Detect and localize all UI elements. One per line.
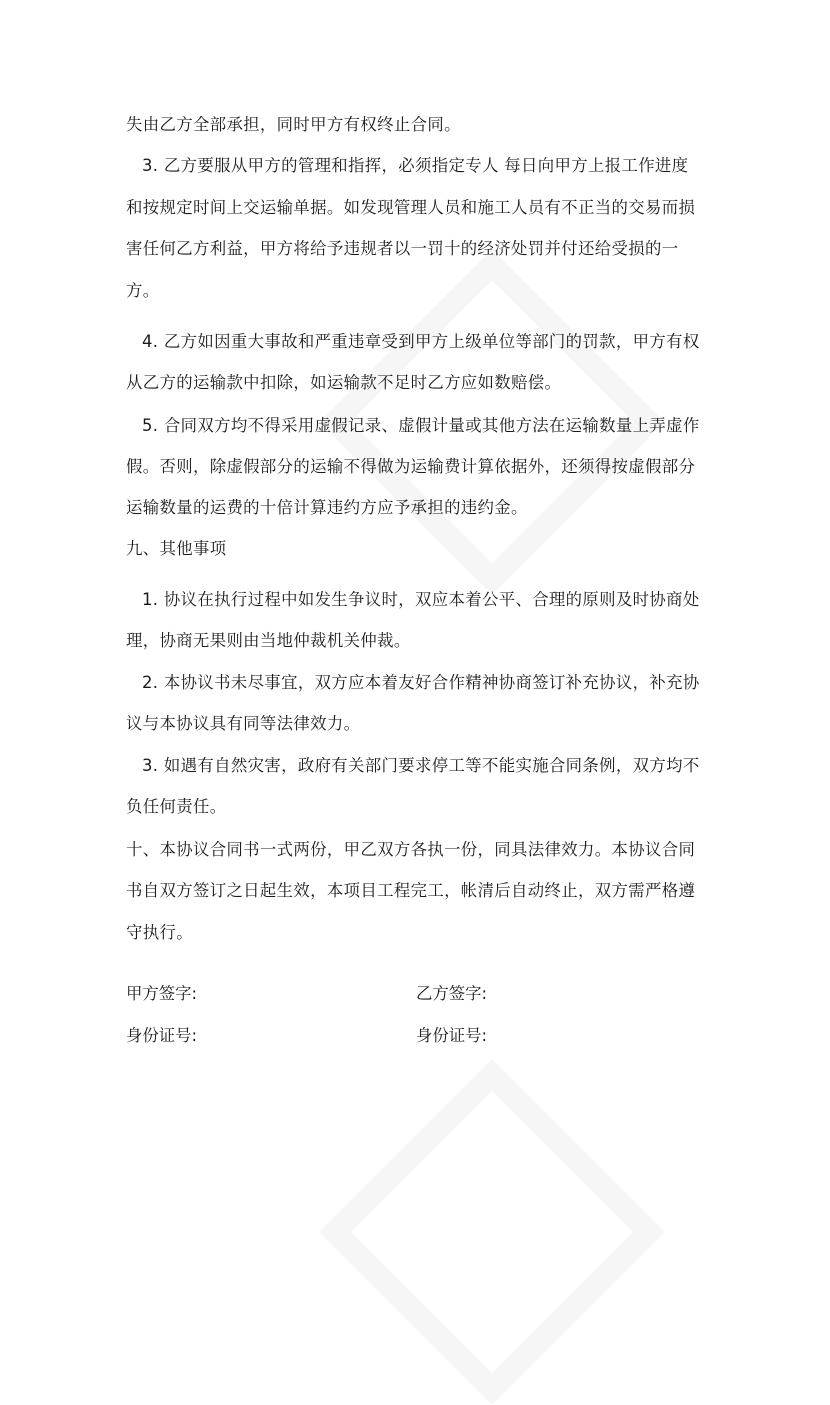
- text-line: 九、其他事项: [126, 539, 227, 558]
- text-line: 负任何责任。: [126, 797, 227, 816]
- text-line: 书自双方签订之日起生效，本项目工程完工，帐清后自动终止，双方需严格遵: [126, 881, 696, 900]
- party-a-signature-label: 甲方签字:: [126, 984, 198, 1003]
- text-line: 害任何乙方利益，甲方将给予违规者以一罚十的经济处罚并付还给受损的一: [126, 239, 679, 258]
- text-line: 十、本协议合同书一式两份，甲乙双方各执一份，同具法律效力。本协议合同: [126, 840, 696, 859]
- text-line: 运输数量的运费的十倍计算违约方应予承担的违约金。: [126, 498, 528, 517]
- text-line: 和按规定时间上交运输单据。如发现管理人员和施工人员有不正当的交易而损: [126, 198, 696, 217]
- text-line: 4. 乙方如因重大事故和严重违章受到甲方上级单位等部门的罚款，甲方有权: [142, 332, 700, 351]
- text-line: 议与本协议具有同等法律效力。: [126, 714, 361, 733]
- text-line: 方。: [126, 281, 160, 300]
- party-b-id-label: 身份证号:: [416, 1026, 488, 1045]
- party-a-id-label: 身份证号:: [126, 1026, 198, 1045]
- text-line: 3. 如遇有自然灾害，政府有关部门要求停工等不能实施合同条例，双方均不: [142, 756, 700, 775]
- text-line: 理，协商无果则由当地仲裁机关仲裁。: [126, 631, 411, 650]
- text-line: 失由乙方全部承担，同时甲方有权终止合同。: [126, 115, 461, 134]
- text-line: 假。否则，除虚假部分的运输不得做为运输费计算依据外，还须得按虚假部分: [126, 457, 696, 476]
- party-b-signature-label: 乙方签字:: [416, 984, 488, 1003]
- text-line: 1. 协议在执行过程中如发生争议时，双应本着公平、合理的原则及时协商处: [142, 590, 700, 609]
- watermark-diamond-bottom: [319, 1059, 664, 1404]
- text-line: 2. 本协议书未尽事宜，双方应本着友好合作精神协商签订补充协议，补充协: [142, 673, 700, 692]
- text-line: 3. 乙方要服从甲方的管理和指挥，必须指定专人 每日向甲方上报工作进度: [142, 156, 689, 175]
- text-line: 守执行。: [126, 923, 193, 942]
- text-line: 从乙方的运输款中扣除，如运输款不足时乙方应如数赔偿。: [126, 373, 562, 392]
- text-line: 5. 合同双方均不得采用虚假记录、虚假计量或其他方法在运输数量上弄虚作: [142, 416, 700, 435]
